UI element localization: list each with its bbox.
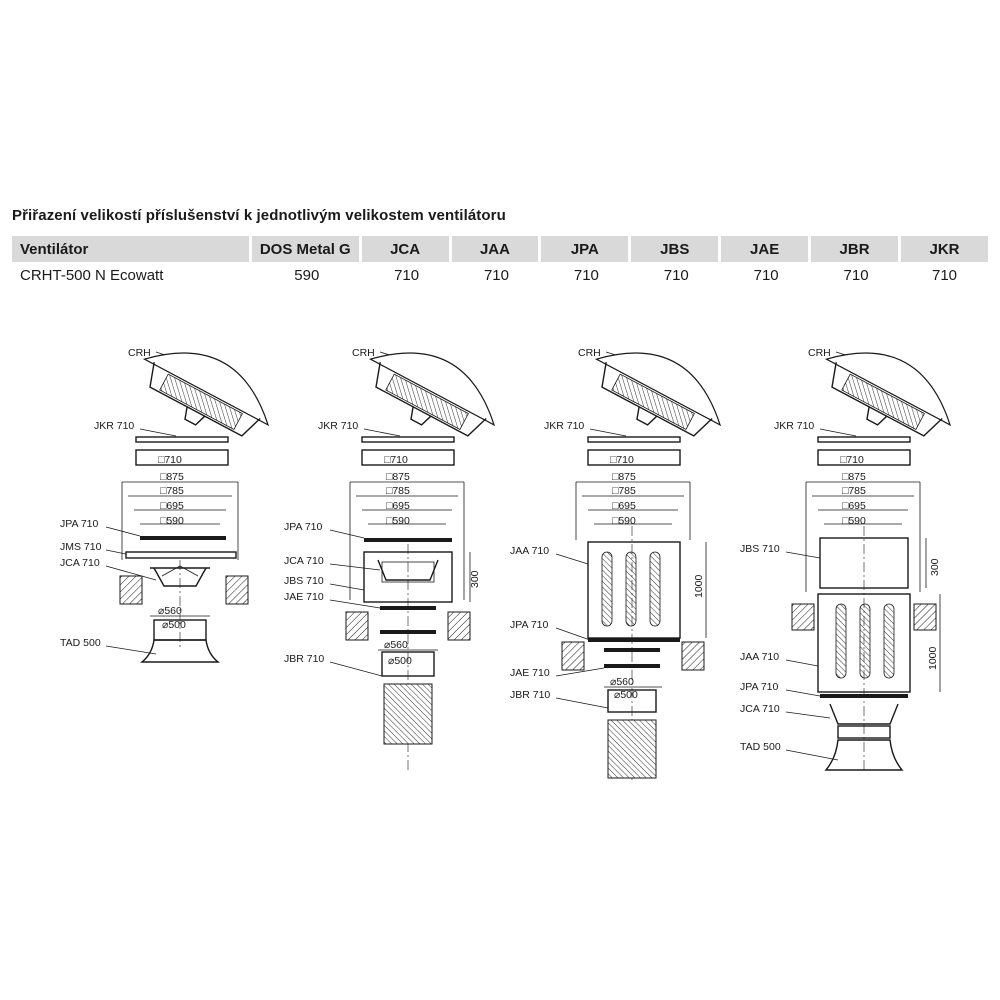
label-jms: JMS 710	[60, 541, 102, 553]
table-cell: 710	[573, 266, 599, 284]
dim-h300: 300	[929, 558, 941, 576]
dim-sq695: □695	[160, 500, 184, 512]
dim-sq710: □710	[610, 454, 634, 466]
table-header-row	[12, 236, 988, 262]
crh-fan-cap-icon	[810, 330, 966, 455]
dim-h1000: 1000	[927, 646, 939, 670]
accessory-size-table	[12, 236, 988, 288]
dim-h1000: 1000	[693, 574, 705, 598]
dim-d500: ⌀500	[162, 619, 186, 631]
table-header-cell: JCA	[362, 236, 452, 262]
label-jkr: JKR 710	[544, 420, 585, 432]
table-header-cell: Ventilátor	[12, 236, 252, 262]
jkr-roof-curb	[588, 437, 680, 442]
dim-sq785: □785	[160, 485, 184, 497]
label-crh: CRH	[128, 347, 151, 359]
label-jbr: JBR 710	[510, 689, 551, 701]
dim-d500: ⌀500	[388, 655, 412, 667]
dim-d560: ⌀560	[384, 639, 408, 651]
dim-sq875: □875	[160, 471, 184, 483]
assembly-drawing-3	[510, 330, 736, 780]
table-cell: 710	[483, 266, 509, 284]
page-title: Přiřazení velikostí příslušenství k jednotlivým velikostem ventilátoru	[12, 207, 506, 224]
table-cell: 710	[843, 266, 869, 284]
dim-d560: ⌀560	[610, 676, 634, 688]
table-cell: 710	[394, 266, 420, 284]
assembly-drawing-2	[284, 330, 510, 770]
table-cell: 710	[753, 266, 779, 284]
jbr-duct	[608, 720, 656, 778]
jbr-duct	[384, 684, 432, 744]
label-crh: CRH	[352, 347, 375, 359]
crh-fan-cap-icon	[580, 330, 736, 455]
label-jca: JCA 710	[60, 557, 100, 569]
assembly-drawings	[0, 330, 1000, 800]
jkr-roof-curb	[136, 437, 228, 442]
label-jca: JCA 710	[284, 555, 324, 567]
table-cell: 710	[931, 266, 958, 284]
label-jpa: JPA 710	[284, 521, 323, 533]
table-row	[12, 262, 988, 288]
dim-sq785: □785	[612, 485, 636, 497]
label-tad: TAD 500	[60, 637, 101, 649]
crh-fan-cap-icon	[128, 330, 284, 455]
dim-sq695: □695	[386, 500, 410, 512]
jkr-roof-curb	[362, 437, 454, 442]
label-jkr: JKR 710	[318, 420, 359, 432]
label-jae: JAE 710	[510, 667, 550, 679]
jkr-roof-curb	[818, 437, 910, 442]
dim-sq785: □785	[842, 485, 866, 497]
label-jpa: JPA 710	[510, 619, 549, 631]
assembly-drawing-1	[60, 330, 284, 662]
dim-h300: 300	[469, 570, 481, 588]
tad-nozzle	[142, 640, 218, 662]
table-cell: 590	[294, 266, 320, 284]
label-jae: JAE 710	[284, 591, 324, 603]
label-jca: JCA 710	[740, 703, 780, 715]
label-jaa: JAA 710	[740, 651, 780, 663]
dim-sq710: □710	[384, 454, 408, 466]
dim-d560: ⌀560	[158, 605, 182, 617]
dim-sq695: □695	[612, 500, 636, 512]
table-header-cell: JKR	[901, 236, 988, 262]
jpa-plate	[364, 538, 452, 542]
dim-sq590: □590	[612, 515, 636, 527]
table-cell: CRHT-500 N Ecowatt	[20, 266, 164, 284]
dim-sq785: □785	[386, 485, 410, 497]
label-tad: TAD 500	[740, 741, 781, 753]
table-header-cell: JAA	[452, 236, 542, 262]
dim-sq710: □710	[840, 454, 864, 466]
dim-sq710: □710	[158, 454, 182, 466]
dim-sq875: □875	[612, 471, 636, 483]
label-jaa: JAA 710	[510, 545, 550, 557]
jms-frame	[126, 552, 236, 558]
dim-sq590: □590	[386, 515, 410, 527]
table-header-cell: JBR	[811, 236, 901, 262]
crh-fan-cap-icon	[354, 330, 510, 455]
label-crh: CRH	[808, 347, 831, 359]
label-jkr: JKR 710	[774, 420, 815, 432]
dim-sq590: □590	[160, 515, 184, 527]
label-jbr: JBR 710	[284, 653, 325, 665]
table-header-cell: JPA	[541, 236, 631, 262]
dim-d500: ⌀500	[614, 689, 638, 701]
jpa-plate	[588, 638, 680, 642]
assembly-drawing-4	[740, 330, 966, 770]
table-header-cell: DOS Metal G	[252, 236, 362, 262]
table-header-cell: JBS	[631, 236, 721, 262]
jpa-plate	[820, 694, 908, 698]
label-jbs: JBS 710	[740, 543, 780, 555]
label-jpa: JPA 710	[740, 681, 779, 693]
dim-sq875: □875	[386, 471, 410, 483]
label-jpa: JPA 710	[60, 518, 99, 530]
label-crh: CRH	[578, 347, 601, 359]
table-cell: 710	[663, 266, 689, 284]
dim-sq875: □875	[842, 471, 866, 483]
dim-sq695: □695	[842, 500, 866, 512]
dim-sq590: □590	[842, 515, 866, 527]
jpa-plate	[140, 536, 226, 540]
label-jkr: JKR 710	[94, 420, 135, 432]
label-jbs: JBS 710	[284, 575, 324, 587]
table-header-cell: JAE	[721, 236, 811, 262]
